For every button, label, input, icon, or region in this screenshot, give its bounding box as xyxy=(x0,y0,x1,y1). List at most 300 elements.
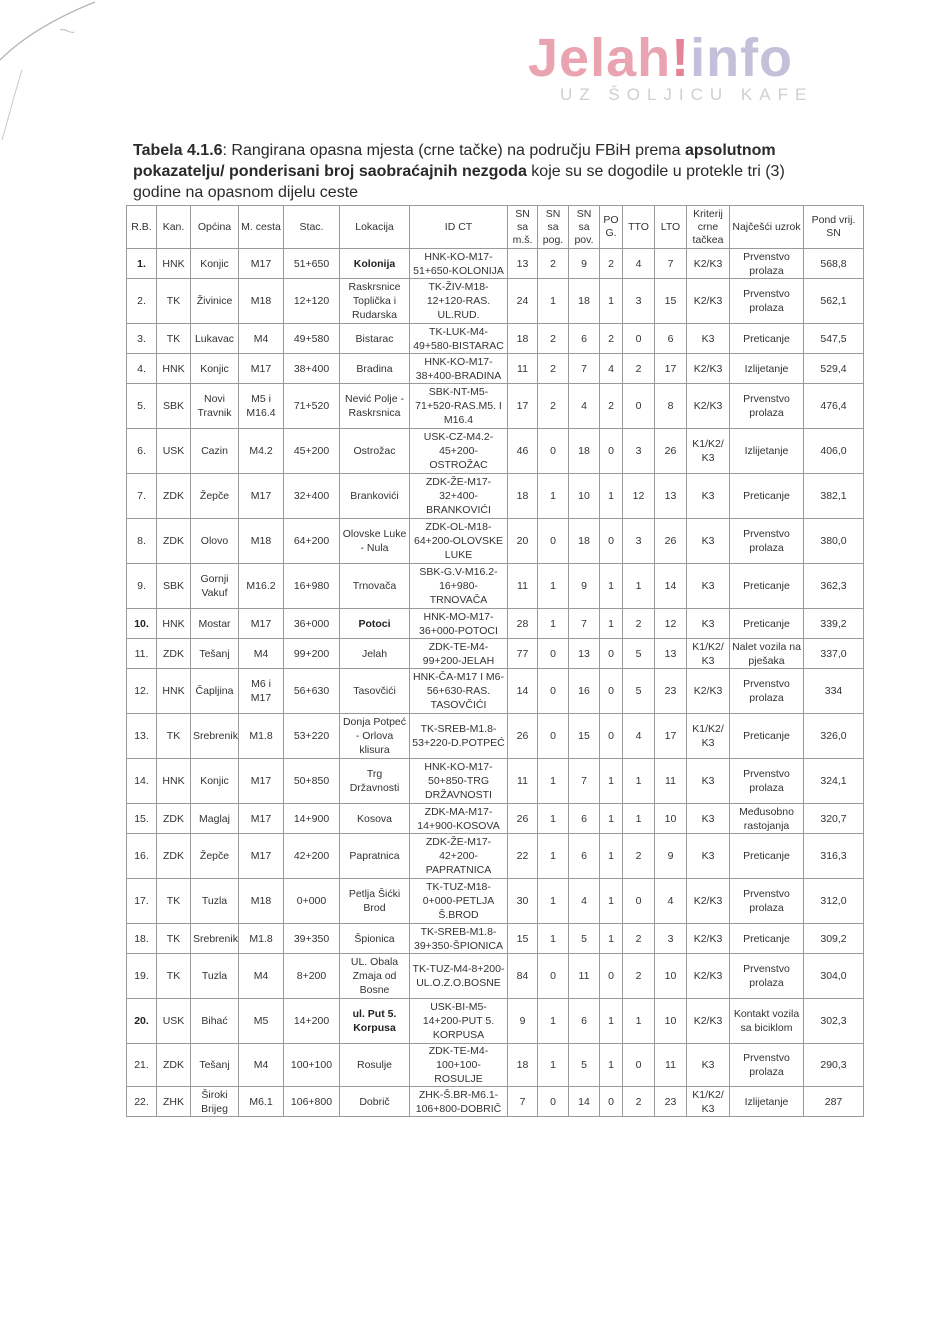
table-row xyxy=(127,429,864,474)
row-number: 22. xyxy=(127,1087,157,1117)
row-id-ct: HNK-KO-M17-50+850-TRG DRŽAVNOSTI xyxy=(410,759,508,804)
row-pog: 1 xyxy=(600,564,623,609)
row-pond: 316,3 xyxy=(804,834,864,879)
row-tto: 2 xyxy=(623,954,655,999)
row-stacionaza: 100+100 xyxy=(284,1044,340,1087)
row-lokacija: Kosova xyxy=(340,804,410,834)
row-sn-pov: 15 xyxy=(569,714,600,759)
row-sn-pog: 0 xyxy=(538,429,569,474)
row-pog: 0 xyxy=(600,429,623,474)
table-body xyxy=(127,249,864,1117)
header-kriterij: Kriterij crne tačkea xyxy=(687,206,730,249)
row-pond: 529,4 xyxy=(804,354,864,384)
row-uzrok: Preticanje xyxy=(730,924,804,954)
row-tto: 4 xyxy=(623,714,655,759)
row-cesta: M6 i M17 xyxy=(239,669,284,714)
row-sn-pov: 18 xyxy=(569,279,600,324)
row-sn-pog: 1 xyxy=(538,879,569,924)
row-sn-pov: 14 xyxy=(569,1087,600,1117)
row-kanton: ZDK xyxy=(157,804,191,834)
table-row xyxy=(127,999,864,1044)
row-cesta: M5 xyxy=(239,999,284,1044)
row-sn-ms: 84 xyxy=(508,954,538,999)
row-opcina: Bihać xyxy=(191,999,239,1044)
row-sn-pov: 11 xyxy=(569,954,600,999)
row-pog: 4 xyxy=(600,354,623,384)
row-sn-ms: 26 xyxy=(508,714,538,759)
row-sn-pog: 1 xyxy=(538,999,569,1044)
table-row xyxy=(127,354,864,384)
row-uzrok: Prvenstvo prolaza xyxy=(730,249,804,279)
row-kriterij: K2/K3 xyxy=(687,999,730,1044)
row-kanton: SBK xyxy=(157,384,191,429)
row-lto: 26 xyxy=(655,429,687,474)
table-caption xyxy=(133,140,833,203)
row-kanton: USK xyxy=(157,429,191,474)
row-uzrok: Prvenstvo prolaza xyxy=(730,519,804,564)
row-tto: 1 xyxy=(623,804,655,834)
row-sn-pov: 18 xyxy=(569,429,600,474)
row-pog: 1 xyxy=(600,759,623,804)
row-opcina: Gornji Vakuf xyxy=(191,564,239,609)
row-sn-ms: 13 xyxy=(508,249,538,279)
row-number: 2. xyxy=(127,279,157,324)
row-stacionaza: 106+800 xyxy=(284,1087,340,1117)
row-sn-pog: 2 xyxy=(538,249,569,279)
row-cesta: M17 xyxy=(239,474,284,519)
header-opcina: Općina xyxy=(191,206,239,249)
row-uzrok: Prvenstvo prolaza xyxy=(730,1044,804,1087)
row-sn-pog: 0 xyxy=(538,639,569,669)
table-row xyxy=(127,879,864,924)
row-stacionaza: 51+650 xyxy=(284,249,340,279)
row-opcina: Tuzla xyxy=(191,879,239,924)
row-kanton: ZDK xyxy=(157,1044,191,1087)
row-sn-pog: 0 xyxy=(538,669,569,714)
row-lto: 4 xyxy=(655,879,687,924)
row-pond: 568,8 xyxy=(804,249,864,279)
row-cesta: M17 xyxy=(239,249,284,279)
row-pond: 287 xyxy=(804,1087,864,1117)
row-number: 4. xyxy=(127,354,157,384)
row-sn-pog: 0 xyxy=(538,714,569,759)
header-tto: TTO xyxy=(623,206,655,249)
table-row xyxy=(127,759,864,804)
row-sn-pov: 7 xyxy=(569,354,600,384)
row-tto: 3 xyxy=(623,429,655,474)
row-cesta: M18 xyxy=(239,879,284,924)
row-cesta: M4 xyxy=(239,1044,284,1087)
row-pond: 406,0 xyxy=(804,429,864,474)
row-number: 20. xyxy=(127,999,157,1044)
row-pond: 302,3 xyxy=(804,999,864,1044)
row-sn-pov: 18 xyxy=(569,519,600,564)
row-sn-ms: 18 xyxy=(508,474,538,519)
header-kanton: Kan. xyxy=(157,206,191,249)
row-kriterij: K3 xyxy=(687,474,730,519)
row-opcina: Konjic xyxy=(191,759,239,804)
row-kanton: TK xyxy=(157,954,191,999)
row-kriterij: K2/K3 xyxy=(687,954,730,999)
row-kriterij: K3 xyxy=(687,834,730,879)
row-number: 10. xyxy=(127,609,157,639)
row-id-ct: HNK-KO-M17-38+400-BRADINA xyxy=(410,354,508,384)
row-number: 12. xyxy=(127,669,157,714)
row-opcina: Tuzla xyxy=(191,954,239,999)
black-spots-table xyxy=(126,205,864,1117)
row-lokacija: Petlja Šićki Brod xyxy=(340,879,410,924)
row-uzrok: Prvenstvo prolaza xyxy=(730,384,804,429)
row-sn-pov: 7 xyxy=(569,609,600,639)
row-pond: 334 xyxy=(804,669,864,714)
header-id-ct: ID CT xyxy=(410,206,508,249)
row-pog: 1 xyxy=(600,924,623,954)
header-uzrok: Najčešći uzrok xyxy=(730,206,804,249)
row-stacionaza: 99+200 xyxy=(284,639,340,669)
row-number: 6. xyxy=(127,429,157,474)
row-tto: 1 xyxy=(623,999,655,1044)
row-pond: 337,0 xyxy=(804,639,864,669)
row-opcina: Tešanj xyxy=(191,639,239,669)
caption-text-1: : Rangirana opasna mjesta (crne tačke) na području FBiH prema xyxy=(222,142,685,159)
row-tto: 3 xyxy=(623,279,655,324)
row-number: 17. xyxy=(127,879,157,924)
header-sn-pov: SN sa pov. xyxy=(569,206,600,249)
row-lokacija: Ostrožac xyxy=(340,429,410,474)
row-pog: 2 xyxy=(600,384,623,429)
row-lokacija: Papratnica xyxy=(340,834,410,879)
row-lokacija: Bradina xyxy=(340,354,410,384)
row-opcina: Lukavac xyxy=(191,324,239,354)
row-kriterij: K2/K3 xyxy=(687,384,730,429)
row-pog: 1 xyxy=(600,279,623,324)
row-stacionaza: 56+630 xyxy=(284,669,340,714)
row-stacionaza: 12+120 xyxy=(284,279,340,324)
row-tto: 2 xyxy=(623,354,655,384)
row-sn-pov: 7 xyxy=(569,759,600,804)
caption-text-2: koje su se dogodile u protekle tri (3) godine na opasnom dijelu ceste xyxy=(133,163,785,201)
row-sn-pov: 9 xyxy=(569,564,600,609)
row-tto: 0 xyxy=(623,1044,655,1087)
row-sn-ms: 77 xyxy=(508,639,538,669)
row-uzrok: Prvenstvo prolaza xyxy=(730,279,804,324)
row-tto: 1 xyxy=(623,759,655,804)
row-lto: 9 xyxy=(655,834,687,879)
row-sn-pog: 2 xyxy=(538,354,569,384)
row-sn-pov: 9 xyxy=(569,249,600,279)
row-pond: 562,1 xyxy=(804,279,864,324)
row-pond: 362,3 xyxy=(804,564,864,609)
row-id-ct: HNK-KO-M17-51+650-KOLONIJA xyxy=(410,249,508,279)
row-sn-pov: 16 xyxy=(569,669,600,714)
row-lokacija: ul. Put 5. Korpusa xyxy=(340,999,410,1044)
logo-tagline: UZ ŠOLJICU KAFE xyxy=(560,85,814,104)
row-tto: 2 xyxy=(623,609,655,639)
row-opcina: Široki Brijeg xyxy=(191,1087,239,1117)
row-pond: 326,0 xyxy=(804,714,864,759)
row-lto: 10 xyxy=(655,999,687,1044)
row-sn-ms: 11 xyxy=(508,354,538,384)
row-sn-pov: 5 xyxy=(569,1044,600,1087)
row-tto: 0 xyxy=(623,879,655,924)
row-kriterij: K3 xyxy=(687,804,730,834)
row-sn-pov: 4 xyxy=(569,879,600,924)
row-opcina: Žepče xyxy=(191,474,239,519)
row-uzrok: Izlijetanje xyxy=(730,1087,804,1117)
row-kriterij: K3 xyxy=(687,564,730,609)
row-sn-pog: 1 xyxy=(538,924,569,954)
row-opcina: Olovo xyxy=(191,519,239,564)
row-id-ct: TK-ŽIV-M18-12+120-RAS. UL.RUD. xyxy=(410,279,508,324)
row-tto: 3 xyxy=(623,519,655,564)
row-sn-pog: 2 xyxy=(538,324,569,354)
row-stacionaza: 16+980 xyxy=(284,564,340,609)
row-id-ct: ZDK-TE-M4-100+100-ROSULJE xyxy=(410,1044,508,1087)
table-row xyxy=(127,714,864,759)
row-opcina: Novi Travnik xyxy=(191,384,239,429)
row-kanton: TK xyxy=(157,924,191,954)
row-sn-ms: 11 xyxy=(508,564,538,609)
row-number: 16. xyxy=(127,834,157,879)
row-lto: 13 xyxy=(655,474,687,519)
row-pond: 382,1 xyxy=(804,474,864,519)
row-sn-ms: 7 xyxy=(508,1087,538,1117)
row-sn-pog: 1 xyxy=(538,279,569,324)
row-sn-ms: 26 xyxy=(508,804,538,834)
row-kanton: TK xyxy=(157,879,191,924)
row-stacionaza: 38+400 xyxy=(284,354,340,384)
row-opcina: Konjic xyxy=(191,249,239,279)
row-kriterij: K3 xyxy=(687,759,730,804)
row-sn-ms: 15 xyxy=(508,924,538,954)
row-sn-ms: 9 xyxy=(508,999,538,1044)
row-lto: 26 xyxy=(655,519,687,564)
table-row xyxy=(127,1044,864,1087)
row-number: 15. xyxy=(127,804,157,834)
row-kanton: HNK xyxy=(157,354,191,384)
row-uzrok: Međusobno rastojanja xyxy=(730,804,804,834)
row-opcina: Cazin xyxy=(191,429,239,474)
row-kriterij: K1/K2/ K3 xyxy=(687,1087,730,1117)
row-cesta: M17 xyxy=(239,609,284,639)
row-opcina: Tešanj xyxy=(191,1044,239,1087)
row-number: 5. xyxy=(127,384,157,429)
row-uzrok: Izlijetanje xyxy=(730,354,804,384)
row-kriterij: K3 xyxy=(687,519,730,564)
row-number: 3. xyxy=(127,324,157,354)
row-kanton: HNK xyxy=(157,609,191,639)
row-stacionaza: 14+200 xyxy=(284,999,340,1044)
row-uzrok: Preticanje xyxy=(730,474,804,519)
row-opcina: Mostar xyxy=(191,609,239,639)
row-number: 19. xyxy=(127,954,157,999)
row-sn-ms: 28 xyxy=(508,609,538,639)
row-pog: 0 xyxy=(600,954,623,999)
table-row xyxy=(127,924,864,954)
row-number: 13. xyxy=(127,714,157,759)
row-tto: 1 xyxy=(623,564,655,609)
row-kriterij: K2/K3 xyxy=(687,249,730,279)
row-cesta: M17 xyxy=(239,834,284,879)
row-tto: 2 xyxy=(623,924,655,954)
row-number: 14. xyxy=(127,759,157,804)
row-id-ct: TK-LUK-M4-49+580-BISTARAC xyxy=(410,324,508,354)
row-cesta: M6.1 xyxy=(239,1087,284,1117)
row-lokacija: Dobrič xyxy=(340,1087,410,1117)
header-sn-ms: SN sa m.š. xyxy=(508,206,538,249)
row-stacionaza: 49+580 xyxy=(284,324,340,354)
row-lto: 6 xyxy=(655,324,687,354)
row-sn-ms: 11 xyxy=(508,759,538,804)
row-sn-ms: 18 xyxy=(508,1044,538,1087)
row-pog: 0 xyxy=(600,714,623,759)
row-tto: 0 xyxy=(623,384,655,429)
row-uzrok: Kontakt vozila sa biciklom xyxy=(730,999,804,1044)
row-lokacija: Rosulje xyxy=(340,1044,410,1087)
row-uzrok: Preticanje xyxy=(730,564,804,609)
row-stacionaza: 53+220 xyxy=(284,714,340,759)
row-pog: 0 xyxy=(600,639,623,669)
row-lokacija: Raskrsnice Toplička i Rudarska xyxy=(340,279,410,324)
row-kanton: TK xyxy=(157,279,191,324)
row-sn-pov: 5 xyxy=(569,924,600,954)
row-uzrok: Prvenstvo prolaza xyxy=(730,669,804,714)
row-lokacija: Olovske Luke - Nula xyxy=(340,519,410,564)
row-stacionaza: 8+200 xyxy=(284,954,340,999)
row-lto: 17 xyxy=(655,354,687,384)
row-sn-pog: 1 xyxy=(538,609,569,639)
row-stacionaza: 0+000 xyxy=(284,879,340,924)
header-pond: Pond vrij. SN xyxy=(804,206,864,249)
row-id-ct: TK-TUZ-M4-8+200-UL.O.Z.O.BOSNE xyxy=(410,954,508,999)
row-sn-pog: 0 xyxy=(538,519,569,564)
row-id-ct: HNK-MO-M17-36+000-POTOCI xyxy=(410,609,508,639)
row-lokacija: Trnovača xyxy=(340,564,410,609)
row-sn-ms: 20 xyxy=(508,519,538,564)
row-lto: 8 xyxy=(655,384,687,429)
row-pond: 547,5 xyxy=(804,324,864,354)
row-kriterij: K3 xyxy=(687,324,730,354)
row-stacionaza: 64+200 xyxy=(284,519,340,564)
table-row xyxy=(127,249,864,279)
row-cesta: M17 xyxy=(239,354,284,384)
row-lto: 3 xyxy=(655,924,687,954)
row-number: 8. xyxy=(127,519,157,564)
row-id-ct: TK-SREB-M1.8-53+220-D.POTPEĆ xyxy=(410,714,508,759)
row-pog: 2 xyxy=(600,324,623,354)
row-tto: 2 xyxy=(623,1087,655,1117)
row-pond: 324,1 xyxy=(804,759,864,804)
row-number: 7. xyxy=(127,474,157,519)
table-row xyxy=(127,279,864,324)
row-cesta: M18 xyxy=(239,279,284,324)
row-stacionaza: 42+200 xyxy=(284,834,340,879)
header-lokacija: Lokacija xyxy=(340,206,410,249)
row-pog: 1 xyxy=(600,879,623,924)
row-stacionaza: 39+350 xyxy=(284,924,340,954)
row-pond: 320,7 xyxy=(804,804,864,834)
header-stacionaza: Stac. xyxy=(284,206,340,249)
row-stacionaza: 71+520 xyxy=(284,384,340,429)
row-sn-ms: 46 xyxy=(508,429,538,474)
row-cesta: M18 xyxy=(239,519,284,564)
row-pog: 0 xyxy=(600,1087,623,1117)
row-cesta: M4 xyxy=(239,324,284,354)
row-sn-pov: 13 xyxy=(569,639,600,669)
row-sn-pog: 0 xyxy=(538,954,569,999)
row-pog: 1 xyxy=(600,834,623,879)
row-uzrok: Nalet vozila na pješaka xyxy=(730,639,804,669)
row-stacionaza: 32+400 xyxy=(284,474,340,519)
row-kriterij: K1/K2/ K3 xyxy=(687,429,730,474)
row-opcina: Žepče xyxy=(191,834,239,879)
row-sn-pog: 1 xyxy=(538,759,569,804)
logo-wordmark: Jelah!info xyxy=(528,28,794,88)
row-cesta: M17 xyxy=(239,804,284,834)
row-kanton: HNK xyxy=(157,249,191,279)
row-pog: 1 xyxy=(600,609,623,639)
row-uzrok: Izlijetanje xyxy=(730,429,804,474)
row-lokacija: UL. Obala Zmaja od Bosne xyxy=(340,954,410,999)
row-sn-pov: 4 xyxy=(569,384,600,429)
header-sn-pog: SN sa pog. xyxy=(538,206,569,249)
row-pond: 304,0 xyxy=(804,954,864,999)
row-kanton: USK xyxy=(157,999,191,1044)
caption-bold: apsolutnom pokazatelju/ ponderisani broj saobraćajnih nezgoda xyxy=(133,142,776,180)
row-lokacija: Brankovići xyxy=(340,474,410,519)
row-pond: 309,2 xyxy=(804,924,864,954)
row-kanton: TK xyxy=(157,714,191,759)
row-sn-pov: 6 xyxy=(569,834,600,879)
row-pond: 339,2 xyxy=(804,609,864,639)
row-cesta: M4 xyxy=(239,954,284,999)
row-uzrok: Preticanje xyxy=(730,714,804,759)
row-stacionaza: 45+200 xyxy=(284,429,340,474)
row-kanton: TK xyxy=(157,324,191,354)
table-row xyxy=(127,564,864,609)
row-opcina: Konjic xyxy=(191,354,239,384)
row-cesta: M4.2 xyxy=(239,429,284,474)
table-row xyxy=(127,669,864,714)
row-number: 11. xyxy=(127,639,157,669)
row-sn-pov: 6 xyxy=(569,999,600,1044)
row-pond: 290,3 xyxy=(804,1044,864,1087)
row-sn-pov: 6 xyxy=(569,324,600,354)
row-pog: 0 xyxy=(600,519,623,564)
row-kanton: HNK xyxy=(157,669,191,714)
row-sn-pog: 1 xyxy=(538,834,569,879)
row-kriterij: K3 xyxy=(687,1044,730,1087)
row-lto: 23 xyxy=(655,669,687,714)
row-kriterij: K3 xyxy=(687,609,730,639)
row-lokacija: Donja Potpeć - Orlova klisura xyxy=(340,714,410,759)
row-cesta: M4 xyxy=(239,639,284,669)
row-stacionaza: 36+000 xyxy=(284,609,340,639)
row-uzrok: Preticanje xyxy=(730,324,804,354)
row-id-ct: USK-BI-M5-14+200-PUT 5. KORPUSA xyxy=(410,999,508,1044)
row-id-ct: HNK-ČA-M17 I M6-56+630-RAS. TASOVČIĆI xyxy=(410,669,508,714)
row-sn-pog: 1 xyxy=(538,1044,569,1087)
row-pog: 1 xyxy=(600,804,623,834)
table-row xyxy=(127,639,864,669)
header-lto: LTO xyxy=(655,206,687,249)
row-sn-pog: 1 xyxy=(538,564,569,609)
row-kanton: SBK xyxy=(157,564,191,609)
row-sn-ms: 18 xyxy=(508,324,538,354)
row-sn-ms: 24 xyxy=(508,279,538,324)
row-uzrok: Preticanje xyxy=(730,834,804,879)
row-opcina: Čapljina xyxy=(191,669,239,714)
